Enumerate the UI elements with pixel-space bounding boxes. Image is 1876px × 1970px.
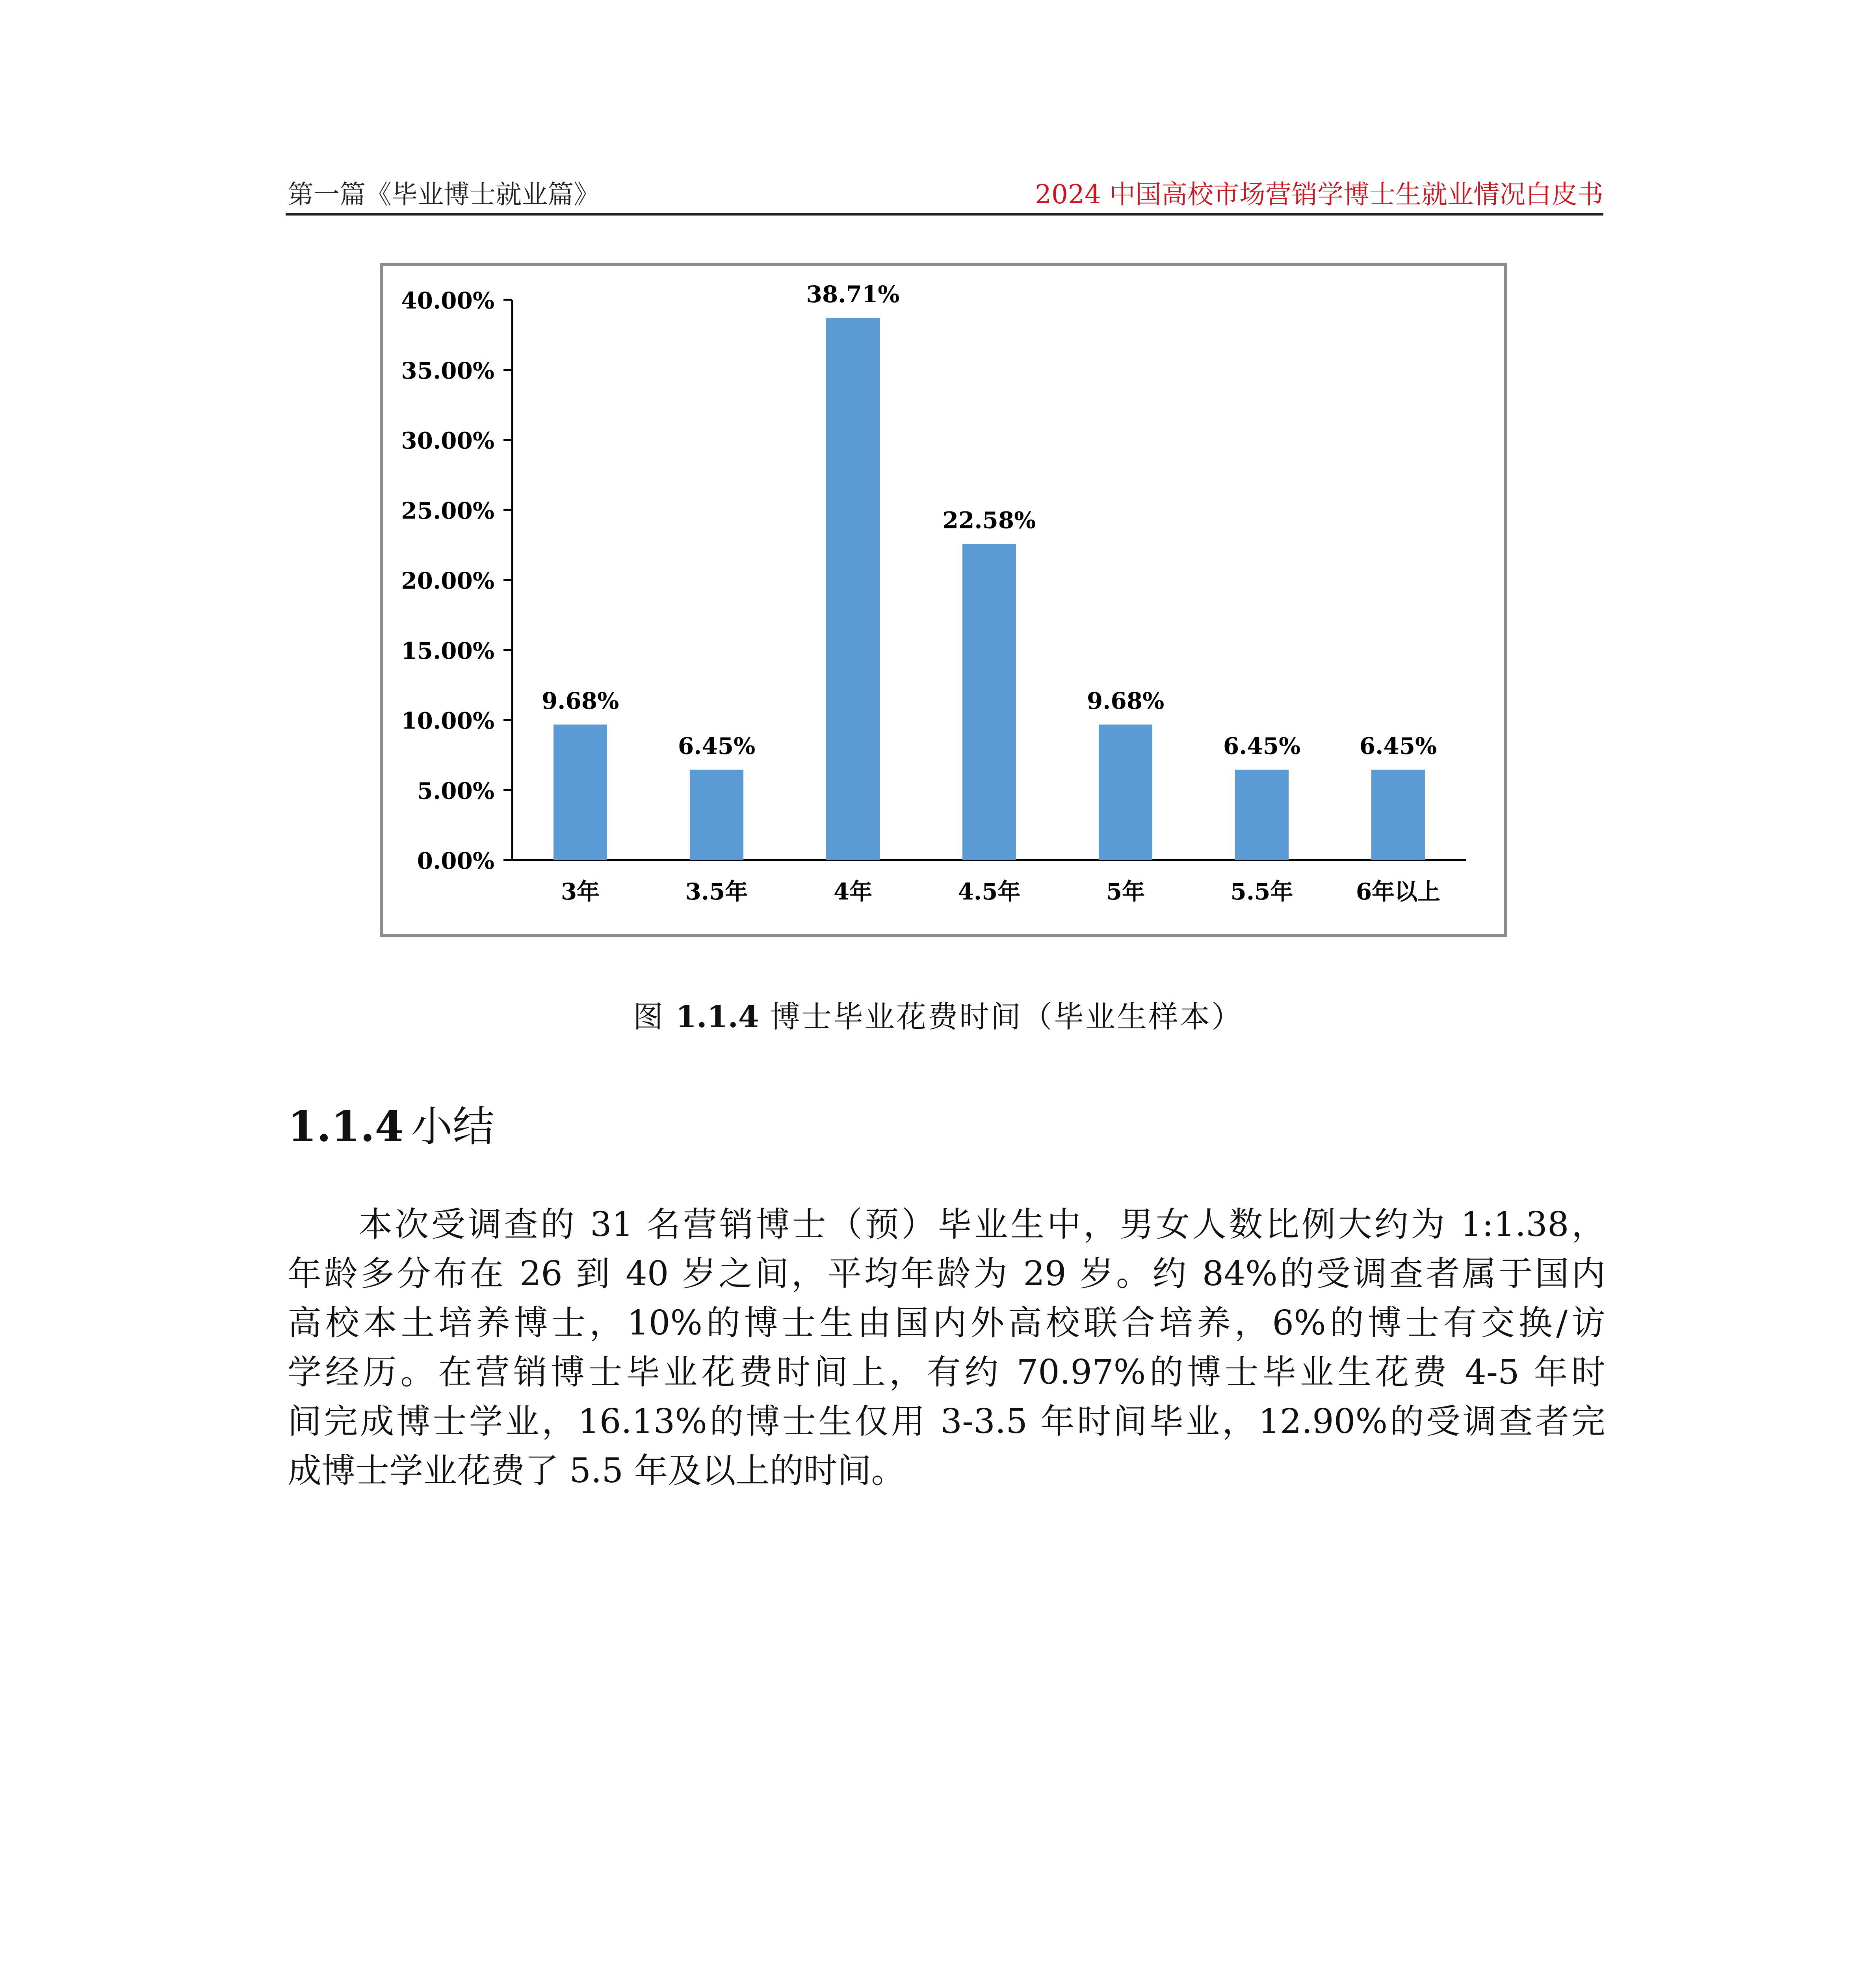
y-tick-label: 10.00% bbox=[401, 707, 494, 734]
section-number: 1.1.4 bbox=[288, 1102, 404, 1151]
section-heading bbox=[288, 1093, 494, 1153]
x-tick-label: 5年 bbox=[1106, 878, 1145, 905]
paragraph-line: 成博士学业花费了 5.5 年及以上的时间。 bbox=[288, 1451, 905, 1491]
x-tick-label: 6年以上 bbox=[1356, 878, 1441, 905]
paragraph-line: 学经历。在营销博士毕业花费时间上，有约 70.97%的博士毕业生花费 4-5 年时 bbox=[288, 1353, 1605, 1392]
y-tick-label: 5.00% bbox=[417, 777, 494, 805]
bar bbox=[554, 725, 607, 860]
x-tick-label: 4.5年 bbox=[958, 878, 1021, 905]
header-right-title: 2024 中国高校市场营销学博士生就业情况白皮书 bbox=[1035, 179, 1603, 210]
paragraph-line: 高校本土培养博士，10%的博士生由国内外高校联合培养，6%的博士有交换/访 bbox=[288, 1303, 1605, 1343]
bar bbox=[1099, 725, 1152, 860]
header-divider bbox=[286, 213, 1603, 216]
paragraph-line: 本次受调查的 31 名营销博士（预）毕业生中，男女人数比例大约为 1:1.38， bbox=[358, 1205, 1605, 1244]
paragraph-line: 间完成博士学业，16.13%的博士生仅用 3-3.5 年时间毕业，12.90%的受调查者完 bbox=[288, 1402, 1605, 1441]
y-tick-label: 35.00% bbox=[401, 357, 494, 384]
paragraph-line: 年龄多分布在 26 到 40 岁之间，平均年龄为 29 岁。约 84%的受调查者属于国内 bbox=[288, 1254, 1605, 1294]
header-left-title: 第一篇《毕业博士就业篇》 bbox=[288, 179, 600, 210]
data-label: 6.45% bbox=[678, 732, 756, 760]
y-tick-label: 15.00% bbox=[401, 637, 494, 664]
caption-text: 博士毕业花费时间（毕业生样本） bbox=[770, 999, 1243, 1034]
x-tick-label: 3.5年 bbox=[685, 878, 748, 905]
y-tick-label: 20.00% bbox=[401, 567, 494, 594]
bar bbox=[1371, 770, 1425, 860]
x-tick-label: 3年 bbox=[561, 878, 600, 905]
caption-prefix: 图 bbox=[633, 999, 665, 1034]
data-label: 6.45% bbox=[1359, 732, 1437, 760]
y-tick-label: 30.00% bbox=[401, 427, 494, 454]
data-label: 22.58% bbox=[942, 507, 1036, 534]
bar-chart bbox=[383, 266, 1504, 934]
data-label: 38.71% bbox=[806, 281, 900, 308]
figure-caption bbox=[0, 993, 1876, 1036]
data-label: 6.45% bbox=[1223, 732, 1301, 760]
bar bbox=[962, 544, 1016, 860]
y-tick-label: 25.00% bbox=[401, 497, 494, 524]
data-label: 9.68% bbox=[1087, 687, 1165, 714]
bar bbox=[1235, 770, 1289, 860]
y-tick-label: 0.00% bbox=[417, 847, 494, 874]
bar bbox=[690, 770, 743, 860]
x-tick-label: 4年 bbox=[833, 878, 873, 905]
bar bbox=[826, 318, 880, 860]
caption-number: 1.1.4 bbox=[676, 999, 759, 1034]
chart-frame bbox=[380, 263, 1507, 937]
y-tick-label: 40.00% bbox=[401, 287, 494, 314]
data-label: 9.68% bbox=[541, 687, 619, 714]
section-title-text: 小结 bbox=[411, 1102, 495, 1151]
x-tick-label: 5.5年 bbox=[1230, 878, 1293, 905]
